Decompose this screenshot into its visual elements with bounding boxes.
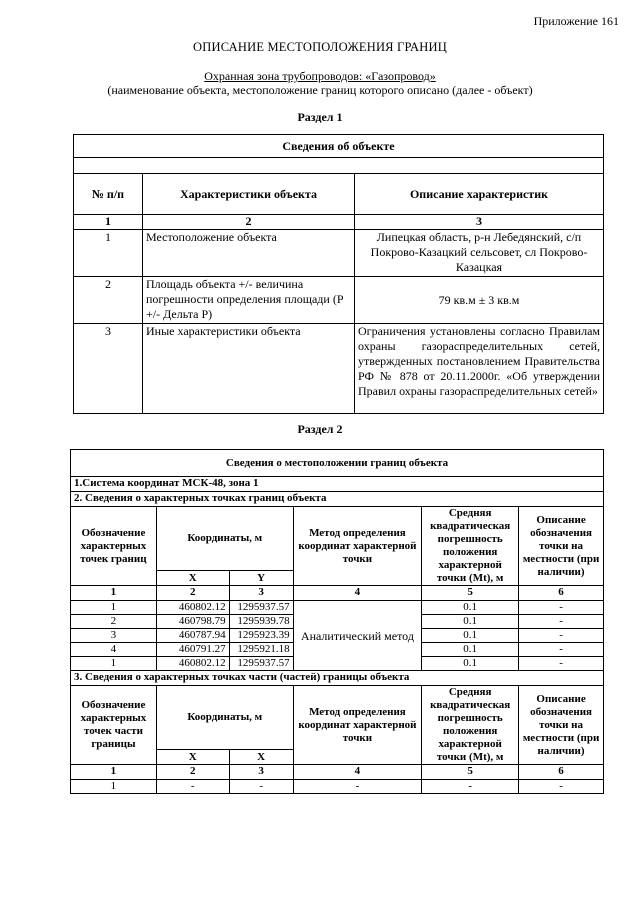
row-characteristic: Иные характеристики объекта [143,324,355,414]
coordinate-system: 1.Система координат МСК-48, зона 1 [71,477,604,492]
part-point-method: - [293,780,422,794]
point-desc: - [519,601,604,615]
col-number-2: 2 [156,765,229,780]
col-number-4: 4 [293,586,422,601]
row-number: 2 [74,277,143,324]
section2-title: Раздел 2 [297,422,343,436]
col-number-6: 6 [519,586,604,601]
header-method: Метод определения координат характерной точки [293,686,422,765]
header-y: Y [229,571,293,586]
col-number-1: 1 [74,215,143,230]
point-id: 2 [71,615,157,629]
point-desc: - [519,615,604,629]
header-description: Описание обозначения точки на местности (при наличии) [519,507,604,586]
point-y: 1295923.39 [229,629,293,643]
header-error: Средняя квадратическая погрешность положения характерной точки (Mt), м [422,507,519,586]
point-desc: - [519,629,604,643]
col-number-3: 3 [229,586,293,601]
table-row [74,324,604,414]
header-x: X [156,750,229,765]
col-header-description: Описание характеристик [355,174,604,215]
header-method: Метод определения координат характерной точки [293,507,422,586]
method-value: Аналитический метод [293,601,422,671]
header-designation: Обозначение характерных точек границ [71,507,157,586]
col-header-characteristic: Характеристики объекта [143,174,355,215]
row-description: 79 кв.м ± 3 кв.м [355,277,604,324]
object-name-note: (наименование объекта, местоположение границ которого описано (далее - объект) [107,83,533,97]
col-number-2: 2 [143,215,355,230]
row-number: 1 [74,230,143,277]
point-id: 1 [71,657,157,671]
header-designation: Обозначение характерных точек части границы [71,686,157,765]
header-coords: Координаты, м [156,507,293,571]
col-number-6: 6 [519,765,604,780]
point-x: 460802.12 [156,601,229,615]
point-mt: 0.1 [422,615,519,629]
part2-title: 2. Сведения о характерных точках границ объекта [71,492,604,507]
col-number-3: 3 [229,765,293,780]
col-number-3: 3 [355,215,604,230]
point-mt: 0.1 [422,629,519,643]
header-error: Средняя квадратическая погрешность положения характерной точки (Mt), м [422,686,519,765]
point-y: 1295937.57 [229,601,293,615]
point-y: 1295939.78 [229,615,293,629]
boundary-table-title: Сведения о местоположении границ объекта [71,450,604,477]
part-point-desc: - [519,780,604,794]
point-mt: 0.1 [422,657,519,671]
point-x: 460798.79 [156,615,229,629]
object-info-table [73,134,604,414]
row-description: Ограничения установлены согласно Правилам охраны газораспределительных сетей, утвержденных постановлением Правительства РФ № 878 от 20.11.2000г. «Об утверждении Правил охраны газораспределительных сетей» [355,324,604,414]
object-info-table-title: Сведения об объекте [74,135,604,158]
col-number-4: 4 [293,765,422,780]
row-description: Липецкая область, р-н Лебедянский, с/п Покрово-Казацкий сельсовет, сл Покрово-Казацкая [355,230,604,277]
point-x: 460787.94 [156,629,229,643]
point-desc: - [519,657,604,671]
part-point-mt: - [422,780,519,794]
point-mt: 0.1 [422,643,519,657]
point-x: 460802.12 [156,657,229,671]
col-number-5: 5 [422,765,519,780]
part3-title: 3. Сведения о характерных точках части (частей) границы объекта [71,671,604,686]
point-x: 460791.27 [156,643,229,657]
point-y: 1295921.18 [229,643,293,657]
point-id: 3 [71,629,157,643]
row-number: 3 [74,324,143,414]
table-row [74,230,604,277]
col-header-number: № п/п [74,174,143,215]
point-mt: 0.1 [422,601,519,615]
row-characteristic: Площадь объекта +/- величина погрешности определения площади (Р +/- Дельта Р) [143,277,355,324]
object-name-text: Охранная зона трубопроводов: «Газопровод» [204,69,436,83]
object-name [0,69,640,84]
part-point-y: - [229,780,293,794]
part-point-id: 1 [71,780,157,794]
point-id: 4 [71,643,157,657]
section1-title: Раздел 1 [297,110,343,124]
col-number-1: 1 [71,765,157,780]
col-number-1: 1 [71,586,157,601]
point-id: 1 [71,601,157,615]
table-row [74,277,604,324]
header-description: Описание обозначения точки на местности (при наличии) [519,686,604,765]
header-coords: Координаты, м [156,686,293,750]
row-characteristic: Местоположение объекта [143,230,355,277]
header-x: X [156,571,229,586]
header-y: X [229,750,293,765]
part-point-x: - [156,780,229,794]
point-y: 1295937.57 [229,657,293,671]
col-number-2: 2 [156,586,229,601]
col-number-5: 5 [422,586,519,601]
boundary-table [70,449,604,794]
point-desc: - [519,643,604,657]
table-row [71,780,604,794]
appendix-label: Приложение 161 [533,14,619,28]
table-row [71,601,604,615]
document-title: ОПИСАНИЕ МЕСТОПОЛОЖЕНИЯ ГРАНИЦ [193,40,447,54]
table-spacer [74,158,604,174]
